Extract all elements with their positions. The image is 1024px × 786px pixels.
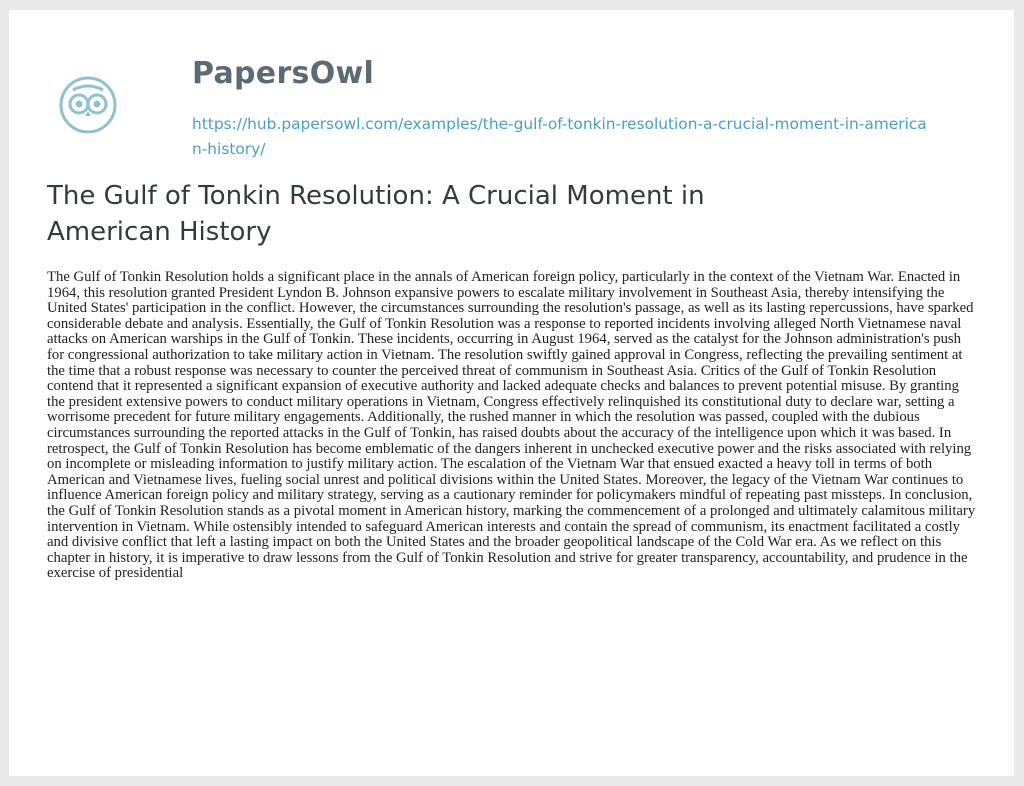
article-body: The Gulf of Tonkin Resolution holds a significant place in the annals of American foreign policy, particularly in the context of the Vietnam War. Enacted in 1964, this resolution granted President Lyndon B. Johnson expansive powers to escalate military involvement in Southeast Asia, thereby intensifying the United States' participation in the conflict. However, the circumstances surrounding the resolution's passage, as well as its lasting repercussions, have sparked considerable debate and analysis. Essentially, the Gulf of Tonkin Resolution was a response to reported incidents involving alleged North Vietnamese naval attacks on American warships in the Gulf of Tonkin. These incidents, occurring in August 1964, served as the catalyst for the Johnson administration's push for congressional authorization to take military action in Vietnam. The resolution swiftly gained approval in Congress, reflecting the prevailing sentiment at the time that a robust response was necessary to counter the perceived threat of communism in Southeast Asia. Critics of the Gulf of Tonkin Resolution contend that it represented a significant expansion of executive authority and lacked adequate checks and balances to prevent potential misuse. By granting the president extensive powers to conduct military operations in Vietnam, Congress effectively relinquished its constitutional duty to declare war, setting a worrisome precedent for future military engagements. Additionally, the rushed manner in which the resolution was passed, coupled with the dubious circumstances surrounding the reported attacks in the Gulf of Tonkin, has raised doubts about the accuracy of the intelligence upon which it was based. In retrospect, the Gulf of Tonkin Resolution has become emblematic of the dangers inherent in unchecked executive power and the risks associated with relying on incomplete or misleading information to justify military action. The escalation of the Vietnam War that ensued exacted a heavy toll in terms of both American and Vietnamese lives, fueling social unrest and political divisions within the United States. Moreover, the legacy of the Vietnam War continues to influence American foreign policy and military strategy, serving as a cautionary reminder for policymakers mindful of repeating past missteps. In conclusion, the Gulf of Tonkin Resolution stands as a pivotal moment in American history, marking the commencement of a prolonged and ultimately calamitous military intervention in Vietnam. While ostensibly intended to safeguard American interests and contain the spread of communism, its enactment facilitated a costly and divisive conflict that left a lasting impact on both the United States and the broader geopolitical landscape of the Cold War era. As we reflect on this chapter in history, it is imperative to draw lessons from the Gulf of Tonkin Resolution and strive for greater transparency, accountability, and prudence in the exercise of presidential	[47, 269, 976, 582]
page-title: The Gulf of Tonkin Resolution: A Crucial Moment in American History	[47, 181, 705, 247]
owl-logo-icon	[59, 76, 117, 134]
brand-name: PapersOwl	[192, 56, 375, 91]
source-url-link[interactable]: https://hub.papersowl.com/examples/the-gulf-of-tonkin-resolution-a-crucial-moment-in-american-history/	[192, 115, 927, 158]
document-page	[9, 10, 1014, 776]
header	[49, 32, 989, 172]
